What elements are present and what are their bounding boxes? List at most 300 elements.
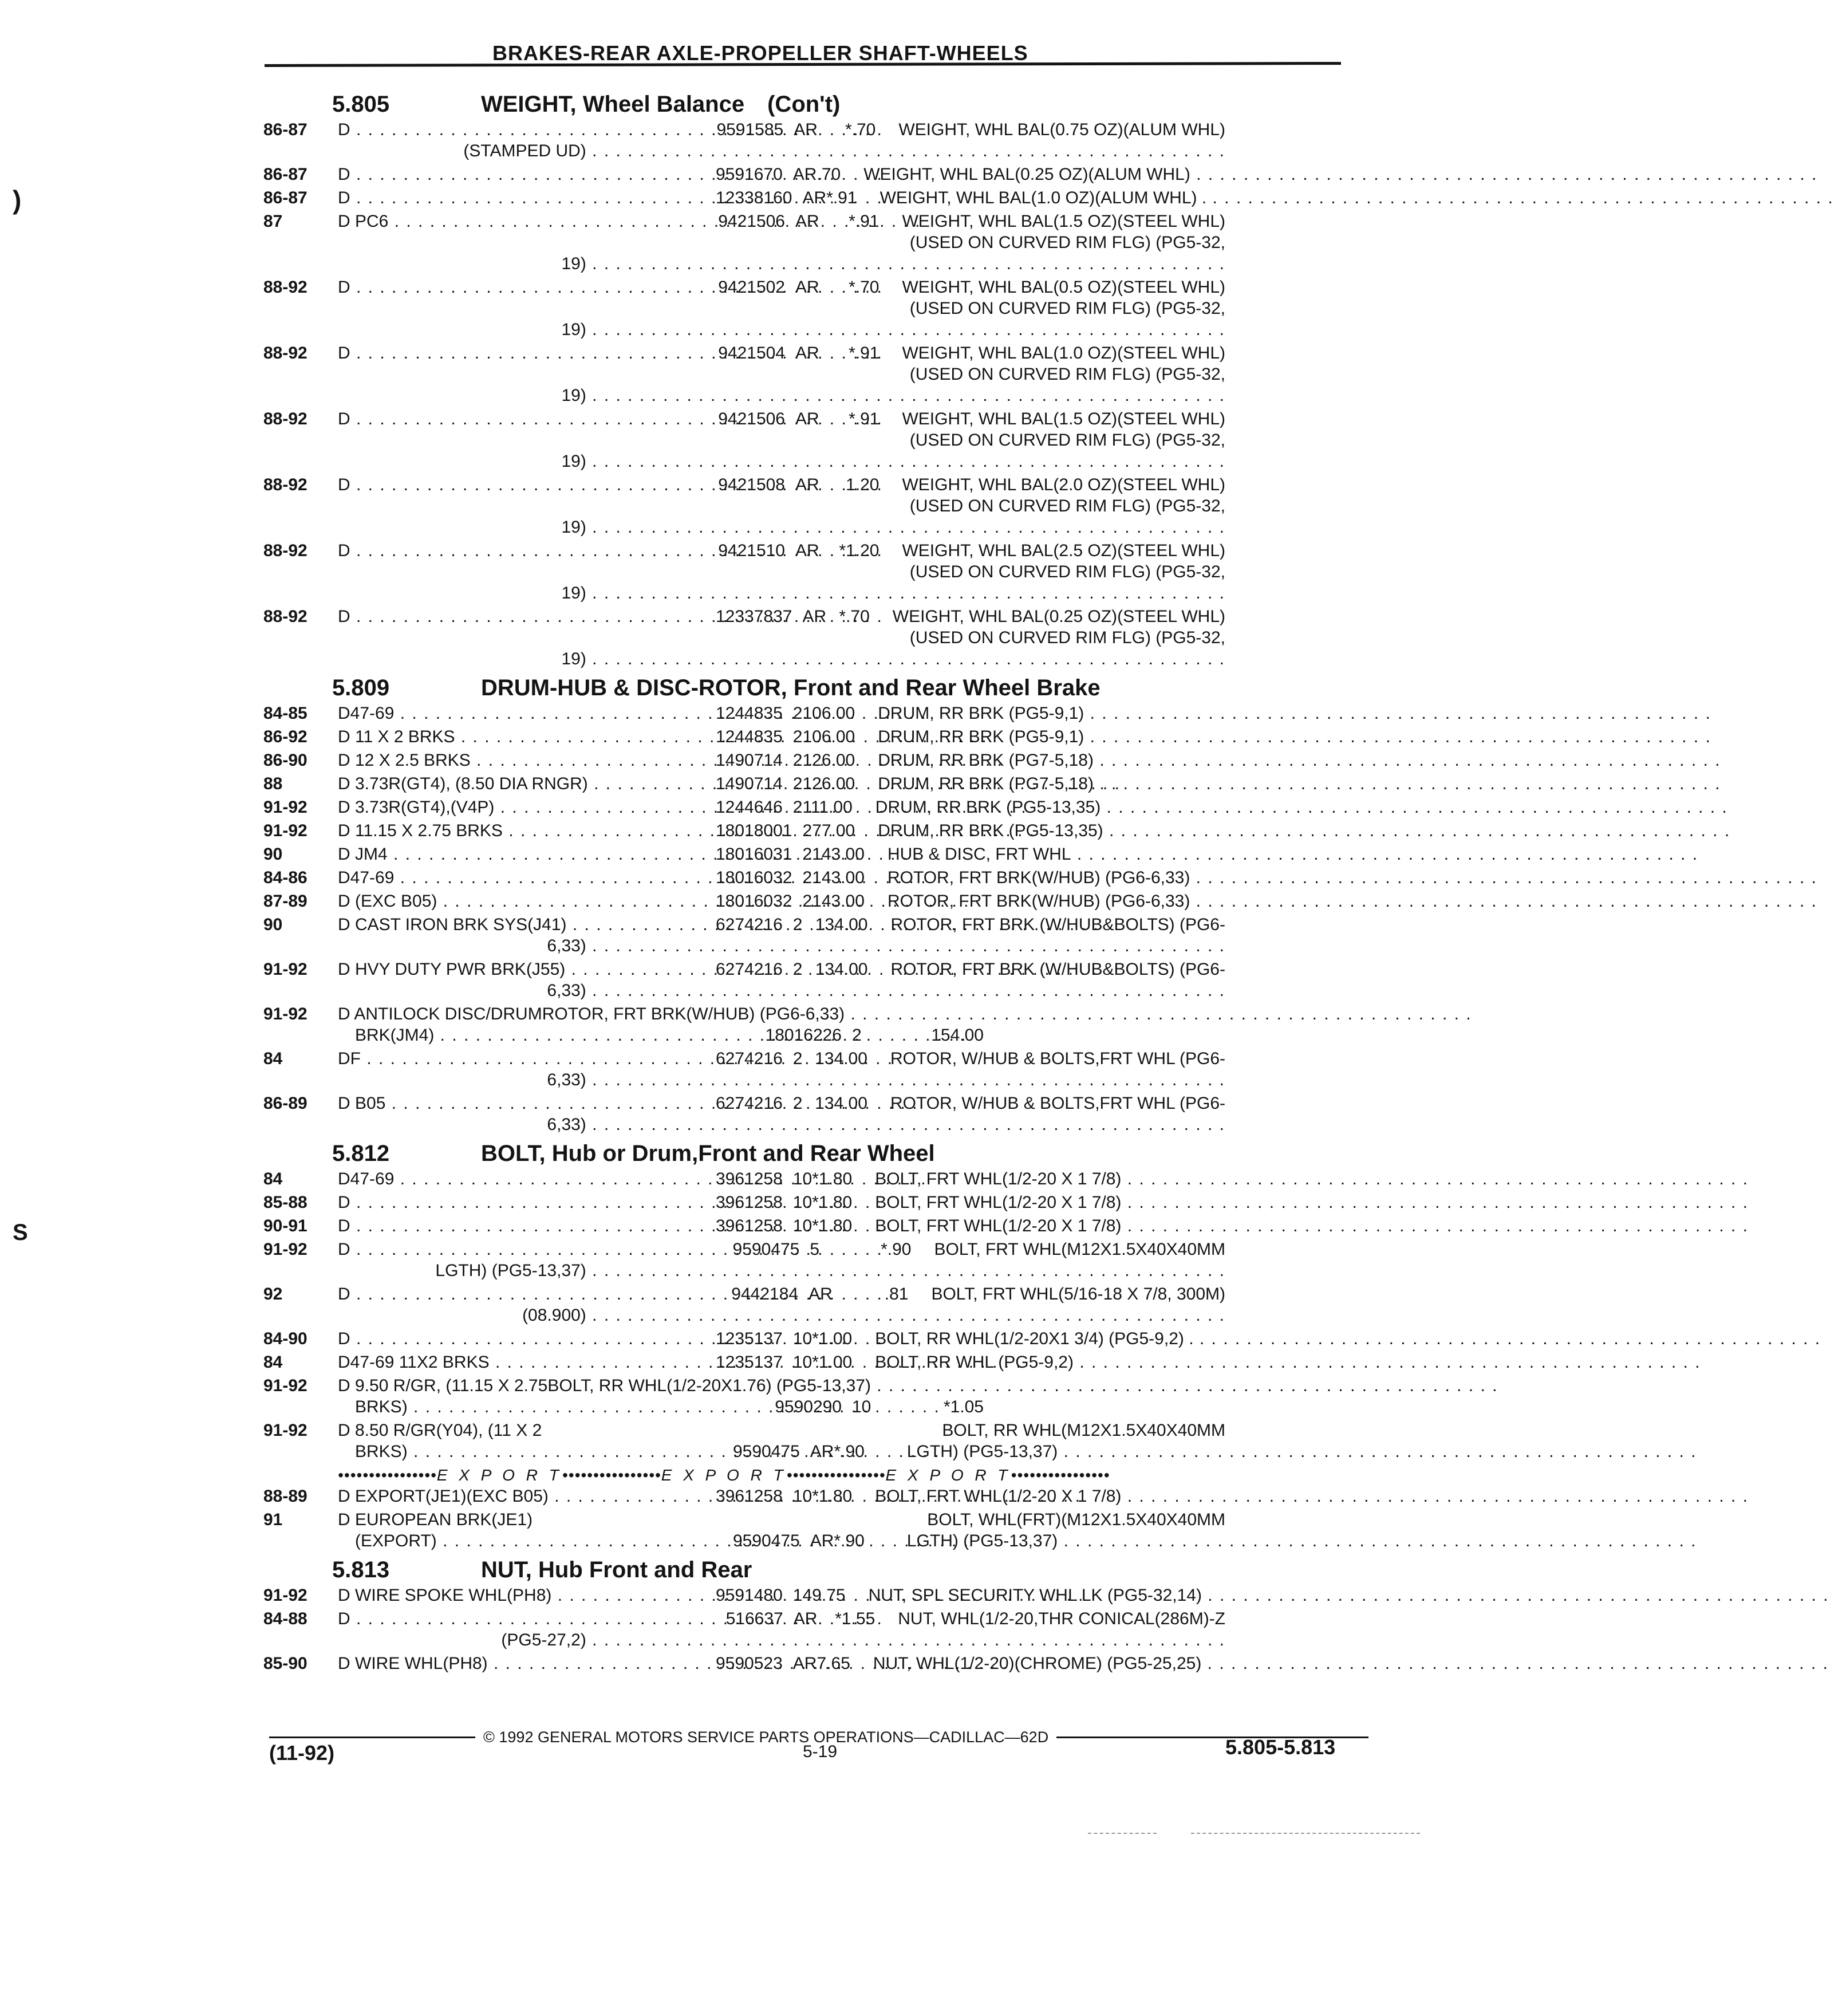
- part-number: 18018001: [716, 821, 792, 840]
- part-description: NUT, WHL(1/2-20)(CHROME) (PG5-25,25) . . .: [873, 1653, 1829, 1674]
- quantity: AR: [795, 278, 819, 297]
- entry-body: [338, 1328, 1225, 1349]
- model-year: 84-90: [263, 1329, 307, 1348]
- export-divider: [338, 1464, 1363, 1486]
- entry-line: [338, 1215, 1225, 1237]
- model-year: 91-92: [263, 1240, 307, 1259]
- part-number: 9590475: [732, 1240, 800, 1259]
- part-number: 3961258: [716, 1170, 783, 1188]
- part-number: 9591585: [716, 120, 784, 139]
- model-code: D . . .: [338, 277, 716, 298]
- part-description-continued: (USED ON CURVED RIM FLG) (PG5-32,: [909, 431, 1225, 450]
- part-description: WEIGHT, WHL BAL(1.0 OZ)(STEEL WHL): [902, 344, 1225, 363]
- model-code: D . . .: [338, 1283, 716, 1305]
- part-description: BOLT, FRT WHL(1/2-20 X 1 7/8) . . .: [875, 1168, 1749, 1190]
- quantity: 2: [792, 798, 803, 817]
- entry-line: [338, 980, 1225, 1001]
- quantity: AR: [808, 1285, 833, 1304]
- quantity: 2: [792, 960, 803, 979]
- part-description-continued: (STAMPED UD) . . .: [444, 140, 1225, 162]
- entry-line: [338, 1168, 1225, 1190]
- part-description: ROTOR, W/HUB & BOLTS,FRT WHL (PG6-: [890, 1094, 1225, 1113]
- part-description-continued: 19) . . .: [542, 517, 1225, 538]
- model-code: D47-69 . . .: [338, 867, 716, 888]
- entry-line: [338, 1653, 1225, 1674]
- entry-line: [338, 1509, 1225, 1530]
- parts-entry: [263, 408, 1363, 472]
- quantity: 2: [792, 915, 803, 934]
- margin-mark-top: ): [13, 185, 22, 215]
- part-description: BOLT, RR WHL(1/2-20X1 3/4) (PG5-9,2) . . . .: [875, 1328, 1821, 1349]
- part-description: BOLT, FRT WHL(M12X1.5X40X40MM: [934, 1240, 1225, 1259]
- entry-line: [338, 451, 1225, 472]
- footer-rule-left: [269, 1737, 475, 1738]
- part-description: ROTOR, FRT BRK (W/HUB&BOLTS) (PG6-: [890, 915, 1225, 934]
- model-year: 91-92: [263, 960, 307, 979]
- model-year: 88-92: [263, 344, 307, 363]
- parts-entry: [263, 914, 1363, 956]
- section-number: 5.809: [332, 675, 390, 700]
- parts-entry: [263, 1486, 1363, 1507]
- entry-body: [338, 1509, 1225, 1552]
- model-code: D JM4 . . .: [338, 844, 716, 865]
- entry-line: [338, 1585, 1225, 1606]
- entry-line: [338, 561, 1225, 582]
- part-description-continued: (USED ON CURVED RIM FLG) (PG5-32,: [909, 562, 1225, 581]
- quantity: AR: [795, 541, 819, 560]
- part-number: 18016032: [716, 892, 792, 911]
- quantity: 2: [802, 868, 813, 887]
- model-code: D 9.50 R/GR, (11.15 X 2.75: [338, 1376, 548, 1395]
- parts-entry: [263, 187, 1363, 208]
- entry-body: [338, 1093, 1225, 1135]
- price: *1.80: [812, 1193, 853, 1212]
- entry-line: [338, 253, 1225, 274]
- quantity: AR: [794, 120, 818, 139]
- quantity: AR: [793, 1609, 818, 1628]
- part-description-continued: 19) . . .: [542, 253, 1225, 274]
- entry-body: [338, 959, 1225, 1001]
- entry-body: [338, 1283, 1225, 1326]
- model-year: 88: [263, 774, 283, 793]
- entry-body: [338, 1168, 1225, 1190]
- model-code: D (EXC B05) . . .: [338, 891, 716, 912]
- part-description: ROTOR, FRT BRK(W/HUB) (PG6-6,33) . . .: [542, 1003, 1472, 1025]
- entry-line: [338, 517, 1225, 538]
- model-year: 91-92: [263, 1586, 307, 1605]
- quantity: 10: [792, 1487, 813, 1506]
- parts-entry: [263, 1215, 1363, 1237]
- entry-body: [338, 820, 1225, 841]
- entry-body: [338, 187, 1225, 208]
- parts-entry: [263, 1003, 1363, 1046]
- part-number: 9421508: [718, 475, 785, 494]
- model-year: 85-88: [263, 1193, 307, 1212]
- model-year: 90-91: [263, 1216, 307, 1235]
- model-code: D EUROPEAN BRK(JE1): [338, 1510, 533, 1529]
- entry-line: [338, 342, 1225, 364]
- model-code: D WIRE SPOKE WHL(PH8) . . .: [338, 1585, 716, 1606]
- part-number: 9590523: [716, 1654, 783, 1673]
- model-code: D 12 X 2.5 BRKS . . .: [338, 750, 716, 771]
- part-description-continued: (PG5-27,2) . . .: [482, 1629, 1225, 1651]
- model-code: D . . .: [338, 606, 716, 627]
- price: 154.00: [931, 1026, 984, 1045]
- part-description-continued: 6,33) . . .: [527, 935, 1225, 956]
- part-description-continued: 6,33) . . .: [527, 980, 1225, 1001]
- part-description: DRUM, RR BRK (PG5-9,1) . . .: [878, 726, 1711, 747]
- part-number: 18016032: [716, 868, 792, 887]
- part-number: 18016226: [765, 1026, 842, 1045]
- part-number: 9442184: [731, 1285, 799, 1304]
- quantity: 2: [802, 892, 813, 911]
- part-number: 1235137: [716, 1353, 783, 1372]
- part-number: 6274216: [716, 1094, 783, 1113]
- part-description: BOLT, WHL(FRT)(M12X1.5X40X40MM: [927, 1510, 1225, 1529]
- price: 143.00: [812, 892, 865, 911]
- header-title: BRAKES-REAR AXLE-PROPELLER SHAFT-WHEELS: [492, 41, 1028, 65]
- entry-line: [338, 1486, 1225, 1507]
- entry-line: [338, 1629, 1225, 1651]
- part-description: DRUM, RR BRK (PG5-9,1) . . .: [878, 703, 1711, 724]
- quantity: AR: [795, 475, 819, 494]
- entry-body: [338, 750, 1225, 771]
- parts-entry: [263, 703, 1363, 724]
- entry-line: [338, 187, 1225, 208]
- model-code: D 3.73R(GT4),(V4P) . . .: [338, 797, 716, 818]
- part-description: WEIGHT, WHL BAL(0.25 OZ)(STEEL WHL): [892, 607, 1225, 626]
- model-code: D ANTILOCK DISC/DRUM: [338, 1005, 542, 1023]
- parts-entry: [263, 540, 1363, 604]
- part-number: 9590475: [733, 1531, 800, 1550]
- model-year: 84-86: [263, 868, 307, 887]
- export-dots: ••••••••••••••••: [562, 1466, 661, 1484]
- parts-entry: [263, 726, 1363, 747]
- entry-line: [338, 474, 1225, 495]
- part-description: DRUM, RR BRK (PG5-13,35) . . .: [875, 797, 1728, 818]
- entry-body: [338, 773, 1225, 794]
- model-code: DF . . .: [338, 1048, 716, 1069]
- entry-line: [338, 1441, 1225, 1462]
- model-code: D HVY DUTY PWR BRK(J55) . . .: [338, 959, 716, 980]
- price: *.91: [826, 188, 857, 207]
- model-code: D . . .: [338, 342, 716, 364]
- part-number: 1244646: [716, 798, 783, 817]
- section-number: 5.813: [332, 1557, 390, 1582]
- price: 143.00: [812, 868, 865, 887]
- model-year: 88-92: [263, 278, 307, 297]
- part-number: 9421504: [718, 344, 785, 363]
- entry-line: [338, 1328, 1225, 1349]
- part-description: BOLT, FRT WHL(1/2-20 X 1 7/8) . . .: [875, 1215, 1749, 1237]
- quantity: AR: [792, 165, 817, 184]
- price: *.91: [849, 344, 879, 363]
- entry-line: [338, 1420, 1225, 1441]
- entry-line: [338, 627, 1225, 648]
- price: *.70: [849, 278, 879, 297]
- model-year: 91-92: [263, 821, 307, 840]
- part-description-continued: 19) . . .: [542, 385, 1225, 406]
- parts-entry: [263, 1283, 1363, 1326]
- quantity: 2: [792, 774, 803, 793]
- quantity: 2: [792, 1094, 803, 1113]
- part-description-continued: LGTH) (PG5-13,37) . . .: [888, 1441, 1697, 1462]
- price: *.70: [839, 607, 870, 626]
- model-year: 91-92: [263, 1376, 307, 1395]
- entry-line: [338, 298, 1225, 319]
- model-year: 88-92: [263, 475, 307, 494]
- part-description: BOLT, FRT WHL(1/2-20 X 1 7/8) . . .: [875, 1486, 1749, 1507]
- price: 134.00: [815, 1049, 867, 1068]
- price: *1.00: [812, 1329, 853, 1348]
- part-number: 12338160: [716, 188, 792, 207]
- entry-line: [338, 364, 1225, 385]
- entry-line: [338, 1114, 1225, 1135]
- model-year: 84: [263, 1170, 283, 1188]
- model-code: D 11 X 2 BRKS . . .: [338, 726, 716, 747]
- section-number: 5.805: [332, 92, 390, 117]
- section-title: NUT, Hub Front and Rear: [481, 1557, 752, 1582]
- parts-entry: [263, 1653, 1363, 1674]
- model-year: 90: [263, 915, 283, 934]
- model-year: 87: [263, 212, 283, 231]
- quantity: 2: [792, 704, 803, 723]
- parts-entry: [263, 959, 1363, 1001]
- entry-body: [338, 1048, 1225, 1090]
- price: 1.20: [846, 475, 879, 494]
- part-description: WEIGHT, WHL BAL(2.0 OZ)(STEEL WHL): [902, 475, 1225, 494]
- parts-entry: [263, 1168, 1363, 1190]
- quantity: 10: [792, 1329, 813, 1348]
- price: 49.75: [802, 1586, 846, 1605]
- model-year: 88-92: [263, 607, 307, 626]
- model-year: 91: [263, 1510, 283, 1529]
- entry-line: [338, 1239, 1225, 1260]
- quantity: 1: [792, 1586, 803, 1605]
- quantity: 2: [802, 845, 813, 864]
- model-code: D EXPORT(JE1)(EXC B05) . . .: [338, 1486, 716, 1507]
- model-code: D WIRE WHL(PH8) . . .: [338, 1653, 716, 1674]
- part-description-continued: (USED ON CURVED RIM FLG) (PG5-32,: [909, 233, 1225, 252]
- entry-line: [338, 140, 1225, 162]
- section-title: DRUM-HUB & DISC-ROTOR, Front and Rear Wheel Brake: [481, 675, 1101, 700]
- quantity: 2: [802, 821, 813, 840]
- part-description: BOLT, FRT WHL(1/2-20 X 1 7/8) . . .: [875, 1192, 1749, 1213]
- entry-line: [338, 935, 1225, 956]
- model-code: D . . .: [338, 1192, 716, 1213]
- model-year: 88-92: [263, 541, 307, 560]
- quantity: 2: [852, 1026, 862, 1045]
- model-year: 88-89: [263, 1487, 307, 1506]
- model-code: D PC6 . . .: [338, 211, 716, 232]
- entry-line: [338, 820, 1225, 841]
- model-code: D . . .: [338, 474, 716, 495]
- part-number: 18016031: [716, 845, 792, 864]
- part-description: WEIGHT, WHL BAL(0.75 OZ)(ALUM WHL): [898, 120, 1225, 139]
- price: *1.80: [812, 1170, 853, 1188]
- parts-entry: [263, 1352, 1363, 1373]
- part-description-continued: 19) . . .: [542, 451, 1225, 472]
- price: *.90: [834, 1531, 865, 1550]
- entry-body: [338, 408, 1225, 472]
- quantity: AR: [810, 1442, 834, 1461]
- price: *.70: [845, 120, 876, 139]
- part-number: 1244835: [716, 727, 783, 746]
- model-year: 91-92: [263, 1421, 307, 1440]
- part-number: 9421510: [718, 541, 785, 560]
- entry-line: [338, 1305, 1225, 1326]
- footer-copyright-text: © 1992 GENERAL MOTORS SERVICE PARTS OPERATIONS—CADILLAC—62D: [483, 1728, 1049, 1746]
- export-label: E X P O R T: [661, 1466, 787, 1484]
- model-year: 86-87: [263, 165, 307, 184]
- model-year: 86-90: [263, 751, 307, 770]
- quantity: 10: [792, 1193, 813, 1212]
- part-description: WEIGHT, WHL BAL(2.5 OZ)(STEEL WHL): [902, 541, 1225, 560]
- entry-body: [338, 844, 1225, 865]
- parts-catalog-content: [263, 86, 1363, 1676]
- section-title: WEIGHT, Wheel Balance: [481, 92, 745, 117]
- section-continued: (Con't): [767, 92, 841, 117]
- part-number: 6274216: [716, 960, 783, 979]
- entry-body: [338, 1608, 1225, 1651]
- quantity: 2: [792, 1049, 803, 1068]
- entry-body: [338, 474, 1225, 538]
- section-title: BOLT, Hub or Drum,Front and Rear Wheel: [481, 1141, 935, 1166]
- part-description-continued: 19) . . .: [542, 319, 1225, 340]
- model-code: D . . .: [338, 119, 716, 140]
- part-description-continued: (08.900) . . .: [503, 1305, 1225, 1326]
- quantity: 10: [792, 1353, 813, 1372]
- entry-line: [338, 319, 1225, 340]
- export-dots: ••••••••••••••••: [1011, 1466, 1110, 1484]
- entry-line: [338, 1093, 1225, 1114]
- entry-body: [338, 1215, 1225, 1237]
- model-year: 85-90: [263, 1654, 307, 1673]
- price: *1.80: [812, 1487, 853, 1506]
- parts-entry: [263, 891, 1363, 912]
- parts-entry: [263, 474, 1363, 538]
- entry-line: [338, 914, 1225, 935]
- price: *1.55: [835, 1609, 875, 1628]
- price: 106.00: [802, 727, 855, 746]
- export-dots: ••••••••••••••••: [338, 1466, 437, 1484]
- model-year: 92: [263, 1285, 283, 1304]
- entry-line: [338, 408, 1225, 430]
- model-year: 87-89: [263, 892, 307, 911]
- model-code: D . . .: [338, 164, 716, 185]
- quantity: 10: [792, 1170, 813, 1188]
- model-code: D47-69 . . .: [338, 1168, 716, 1190]
- entry-body: [338, 1375, 1225, 1418]
- model-code: BRKS) . . .: [338, 1396, 733, 1418]
- model-code: D 8.50 R/GR(Y04), (11 X 2: [338, 1421, 542, 1440]
- price: 77.00: [812, 821, 855, 840]
- entry-line: [338, 891, 1225, 912]
- part-description: ROTOR, W/HUB & BOLTS,FRT WHL (PG6-: [890, 1049, 1225, 1068]
- part-number: 1235137: [716, 1329, 783, 1348]
- price: 134.00: [815, 1094, 867, 1113]
- model-year: 91-92: [263, 798, 307, 817]
- entry-line: [338, 277, 1225, 298]
- parts-entry: [263, 1239, 1363, 1281]
- price: *.91: [849, 212, 879, 231]
- entry-line: [338, 773, 1225, 794]
- scan-artifact-dash: [1191, 1833, 1420, 1834]
- part-description: DRUM, RR BRK (PG7-5,18) . . .: [878, 773, 1721, 794]
- entry-line: [338, 867, 1225, 888]
- parts-entry: [263, 277, 1363, 340]
- entry-line: [338, 430, 1225, 451]
- entry-body: [338, 277, 1225, 340]
- parts-entry: [263, 1420, 1363, 1462]
- price: 134.00: [815, 960, 868, 979]
- entry-body: [338, 1420, 1225, 1462]
- model-code: D . . .: [338, 187, 716, 208]
- export-label: E X P O R T: [885, 1466, 1011, 1484]
- quantity: AR: [802, 188, 827, 207]
- entry-line: [338, 164, 1225, 185]
- part-description: HUB & DISC, FRT WHL . . .: [888, 844, 1698, 865]
- quantity: AR: [810, 1531, 834, 1550]
- part-description: BOLT, RR WHL(M12X1.5X40X40MM: [942, 1421, 1225, 1440]
- part-description-continued: LGTH) (PG5-13,37) . . .: [416, 1260, 1225, 1281]
- parts-entry: [263, 1509, 1363, 1552]
- part-number: 9421506: [718, 212, 785, 231]
- model-code: D47-69 11X2 BRKS . . .: [338, 1352, 716, 1373]
- entry-body: [338, 703, 1225, 724]
- entry-body: [338, 1192, 1225, 1213]
- part-number: 1244835: [716, 704, 783, 723]
- price: 126.00: [802, 774, 855, 793]
- part-number: 3961258: [716, 1487, 783, 1506]
- quantity: 10: [792, 1216, 813, 1235]
- quantity: AR: [795, 410, 819, 428]
- quantity: 2: [792, 751, 803, 770]
- part-description-continued: (USED ON CURVED RIM FLG) (PG5-32,: [909, 299, 1225, 318]
- margin-mark-middle: S: [13, 1220, 28, 1245]
- model-year: 84-85: [263, 704, 307, 723]
- entry-body: [338, 1585, 1225, 1606]
- part-number: 3961258: [716, 1216, 783, 1235]
- price: *1.05: [943, 1397, 984, 1416]
- price: 143.00: [812, 845, 865, 864]
- part-description: ROTOR, FRT BRK(W/HUB) (PG6-6,33) . . .: [888, 891, 1817, 912]
- part-description-continued: 19) . . .: [542, 648, 1225, 670]
- part-description: WEIGHT, WHL BAL(1.0 OZ)(ALUM WHL) . . . .: [880, 187, 1834, 208]
- entry-line: [338, 582, 1225, 604]
- parts-entry: [263, 750, 1363, 771]
- part-number: 12337837: [716, 607, 792, 626]
- model-code: D . . .: [338, 1215, 716, 1237]
- entry-line: [338, 540, 1225, 561]
- model-code: BRKS) . . .: [338, 1441, 733, 1462]
- model-year: 84: [263, 1353, 283, 1372]
- section-header: [263, 675, 1363, 700]
- model-code: D . . .: [338, 540, 716, 561]
- footer-date: (11-92): [269, 1741, 335, 1765]
- entry-line: [338, 1352, 1225, 1373]
- entry-body: [338, 1486, 1225, 1507]
- model-code: D 11.15 X 2.75 BRKS . . .: [338, 820, 716, 841]
- entry-body: [338, 726, 1225, 747]
- part-description-continued: 6,33) . . .: [527, 1069, 1225, 1090]
- entry-line: [338, 1530, 1225, 1552]
- model-code: D . . .: [338, 1328, 716, 1349]
- model-year: 86-92: [263, 727, 307, 746]
- model-code: BRK(JM4) . . .: [338, 1025, 733, 1046]
- price: *.90: [834, 1442, 865, 1461]
- parts-entry: [263, 342, 1363, 406]
